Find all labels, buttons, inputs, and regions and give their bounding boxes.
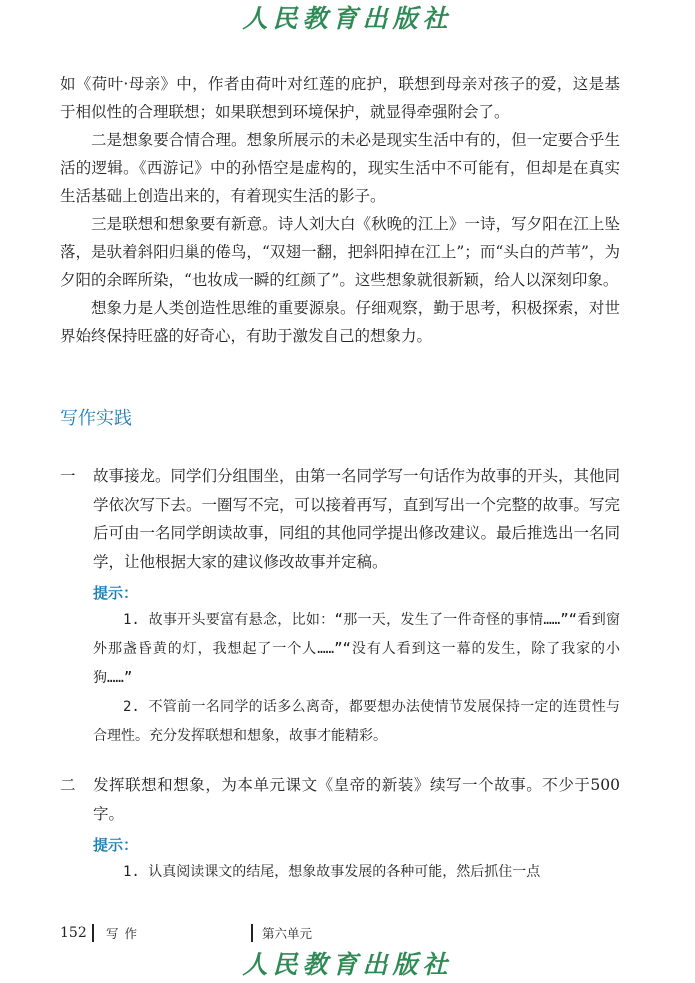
publisher-logo-top: 人民教育出版社 [242,4,453,33]
task-item [60,462,620,751]
paragraph: 想象力是人类创造性思维的重要源泉。仔细观察，勤于思考，积极探索，对世界始终保持旺盛的好奇心，有助于激发自己的想象力。 [60,299,620,345]
paragraph: 如《荷叶·母亲》中，作者由荷叶对红莲的庇护，联想到母亲对孩子的爱，这是基于相似性的合理联想；如果联想到环境保护，就显得牵强附会了。 [60,75,620,121]
section-heading: 写作实践 [60,408,132,429]
hint-item: 1. 故事开头要富有悬念，比如：“那一天，发生了一件奇怪的事情……”“看到窗外那盏昏黄的灯，我想起了一个人……”“没有人看到这一幕的发生，除了我家的小狗……” [93,612,620,686]
page-footer [60,922,620,946]
hint-list [93,606,620,751]
footer-divider [251,924,253,942]
paragraph: 三是联想和想象要有新意。诗人刘大白《秋晚的江上》一诗，写夕阳在江上坠落，是驮着斜阳归巢的倦鸟，“双翅一翻，把斜阳掉在江上”；而“头白的芦苇”，为夕阳的余晖所染，“也妆成一瞬的红颜了”。这些想象就很新颖，给人以深刻印象。 [60,215,620,289]
task-number: 二 [60,776,76,794]
body-text [60,70,620,350]
page-number: 152 [60,925,87,941]
hint-label: 提示： [93,584,139,602]
publisher-logo-bottom: 人民教育出版社 [242,950,453,979]
hint-item: 2. 不管前一名同学的话多么离奇，都要想办法使情节发展保持一定的连贯性与合理性。充分发挥联想和想象，故事才能精彩。 [93,699,620,744]
task-item [60,771,620,887]
hint-label: 提示： [93,836,139,854]
footer-section-label: 写作 [106,926,144,941]
paragraph: 二是想象要合情合理。想象所展示的未必是现实生活中有的，但一定要合乎生活的逻辑。《西游记》中的孙悟空是虚构的，现实生活中不可能有，但却是在真实生活基础上创造出来的，有着现实生活的影子。 [60,131,620,205]
task-number: 一 [60,467,76,485]
hint-item: 1. 认真阅读课文的结尾，想象故事发展的各种可能，然后抓住一点 [123,864,541,880]
footer-unit-label: 第六单元 [262,926,313,941]
task-text: 故事接龙。同学们分组围坐，由第一名同学写一句话作为故事的开头，其他同学依次写下去。一圈写不完，可以接着再写，直到写出一个完整的故事。写完后可由一名同学朗读故事，同组的其他同学提出修改建议。最后推选出一名同学，让他根据大家的建议修改故事并定稿。 [93,467,621,571]
footer-divider [92,924,94,942]
hint-list [93,858,620,887]
task-text: 发挥联想和想象，为本单元课文《皇帝的新装》续写一个故事。不少于500字。 [93,776,620,823]
